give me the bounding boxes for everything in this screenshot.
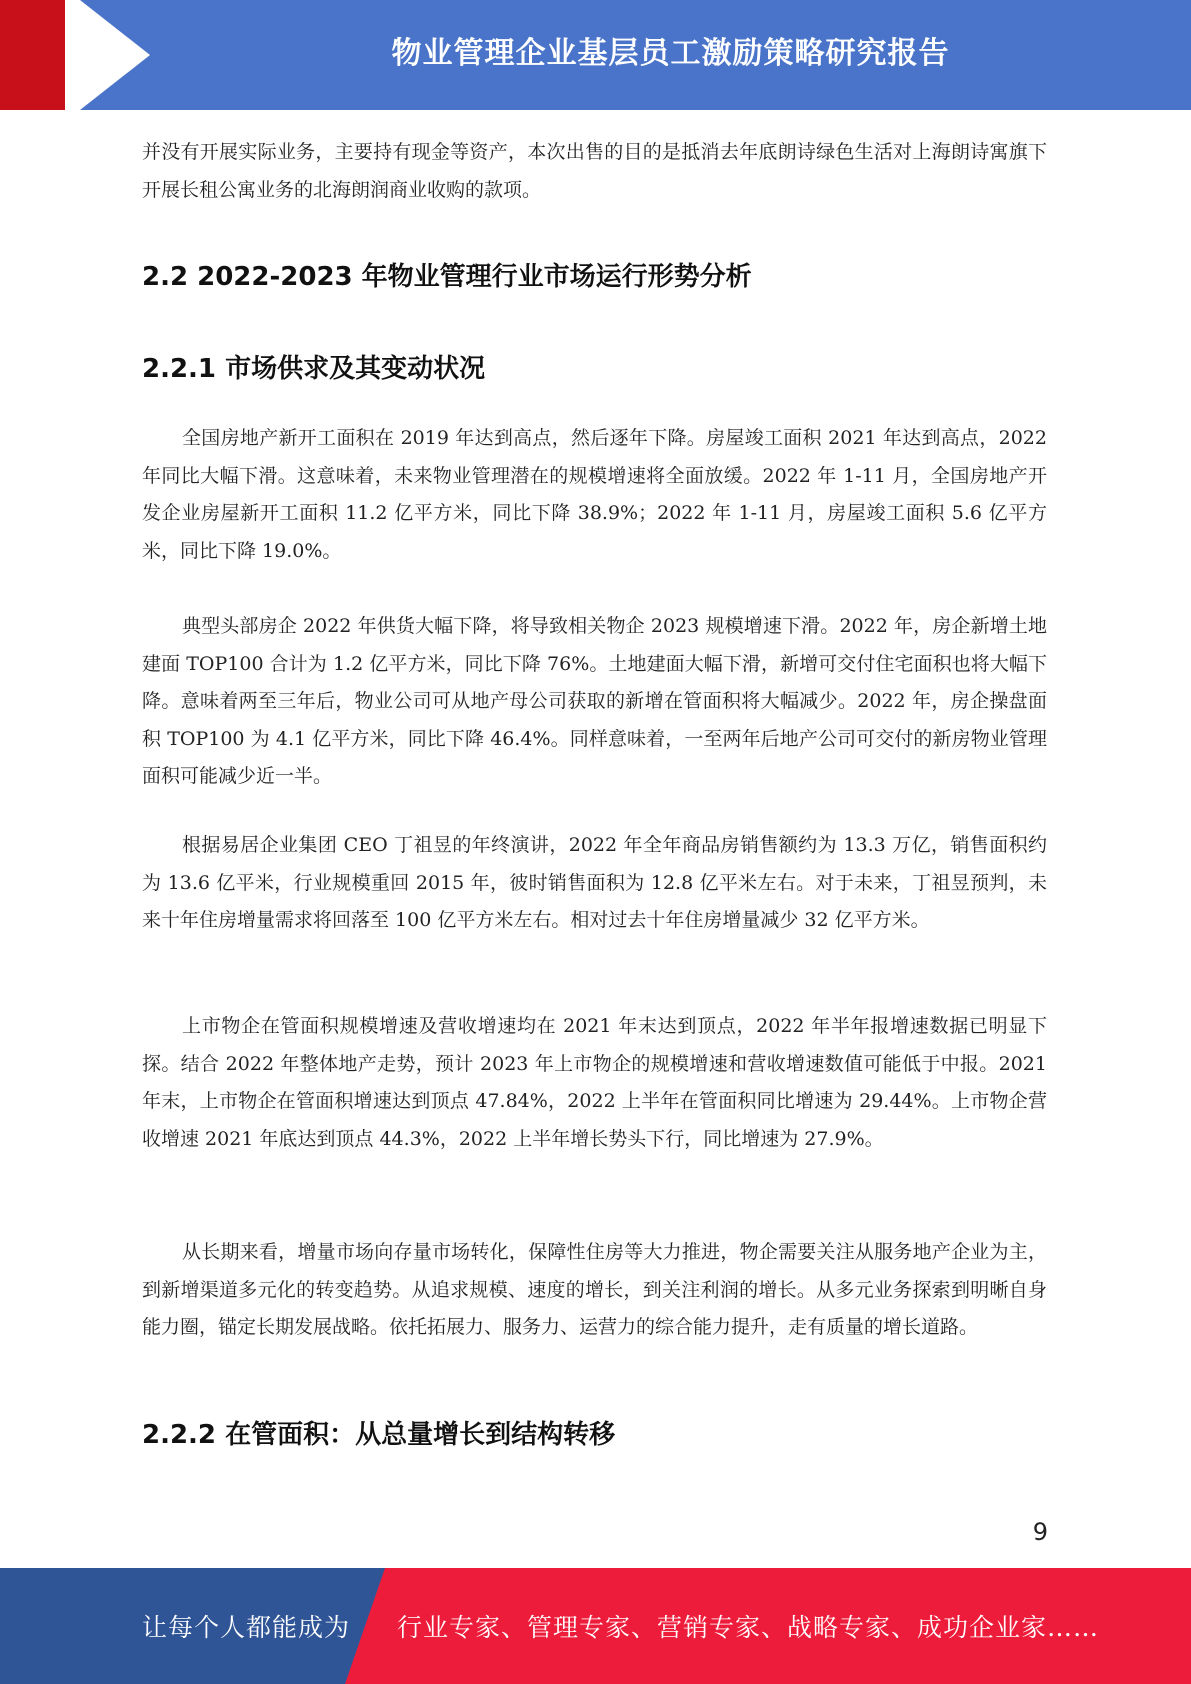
paragraph-2: 典型头部房企 2022 年供货大幅下降，将导致相关物企 2023 规模增速下滑。2022 年，房企新增土地建面 TOP100 合计为 1.2 亿平方米，同比下降 76%。土地建面大幅下滑，新增可交付住宅面积也将大幅下降。意味着两至三年后，物业公司可从地产母公司获取的新增在管面积将大幅减少。2022 年，房企操盘面积 TOP100 为 4.1 亿平方米，同比下降 46.4%。同样意味着，一至两年后地产公司可交付的新房物业管理面积可能减少近一半。 <box>142 615 1047 787</box>
section-2-2-1-heading: 2.2.1 市场供求及其变动状况 <box>142 354 486 384</box>
intro-paragraph: 并没有开展实际业务，主要持有现金等资产，本次出售的目的是抵消去年底朗诗绿色生活对上海朗诗寓旗下开展长租公寓业务的北海朗润商业收购的款项。 <box>142 141 1047 201</box>
section-2-2-heading: 2.2 2022-2023 年物业管理行业市场运行形势分析 <box>142 262 752 292</box>
paragraph-1: 全国房地产新开工面积在 2019 年达到高点，然后逐年下降。房屋竣工面积 2021 年达到高点，2022 年同比大幅下滑。这意味着，未来物业管理潜在的规模增速将全面放缓。2022 年 1-11 月，全国房地产开发企业房屋新开工面积 11.2 亿平方米，同比下降 38.9%；2022 年 1-11 月，房屋竣工面积 5.6 亿平方米，同比下降 19.0%。 <box>142 427 1047 562</box>
section-2-2-2-heading: 2.2.2 在管面积：从总量增长到结构转移 <box>142 1420 616 1450</box>
paragraph-4: 上市物企在管面积规模增速及营收增速均在 2021 年末达到顶点，2022 年半年报增速数据已明显下探。结合 2022 年整体地产走势，预计 2023 年上市物企的规模增速和营收增速数值可能低于中报。2021 年末，上市物企在管面积增速达到顶点 47.84%，2022 上半年在管面积同比增速为 29.44%。上市物企营收增速 2021 年底达到顶点 44.3%，2022 上半年增长势头下行，同比增速为 27.9%。 <box>142 1015 1047 1150</box>
header-title: 物业管理企业基层员工激励策略研究报告 <box>391 36 950 71</box>
page-footer <box>0 1568 1191 1684</box>
paragraph-5: 从长期来看，增量市场向存量市场转化，保障性住房等大力推进，物企需要关注从服务地产企业为主，到新增渠道多元化的转变趋势。从追求规模、速度的增长，到关注利润的增长。从多元业务探索到明晰自身能力圈，锚定长期发展战略。依托拓展力、服务力、运营力的综合能力提升，走有质量的增长道路。 <box>142 1241 1047 1338</box>
page-header <box>0 0 1191 110</box>
footer-slogan-right: 行业专家、管理专家、营销专家、战略专家、成功企业家…… <box>397 1613 1100 1642</box>
paragraph-3: 根据易居企业集团 CEO 丁祖昱的年终演讲，2022 年全年商品房销售额约为 13.3 万亿，销售面积约为 13.6 亿平米，行业规模重回 2015 年，彼时销售面积为 12.8 亿平米左右。对于未来，丁祖昱预判，未来十年住房增量需求将回落至 100 亿平方米左右。相对过去十年住房增量减少 32 亿平方米。 <box>142 834 1047 931</box>
footer-slogan-left: 让每个人都能成为 <box>142 1613 351 1642</box>
page-number: 9 <box>1032 1518 1048 1546</box>
